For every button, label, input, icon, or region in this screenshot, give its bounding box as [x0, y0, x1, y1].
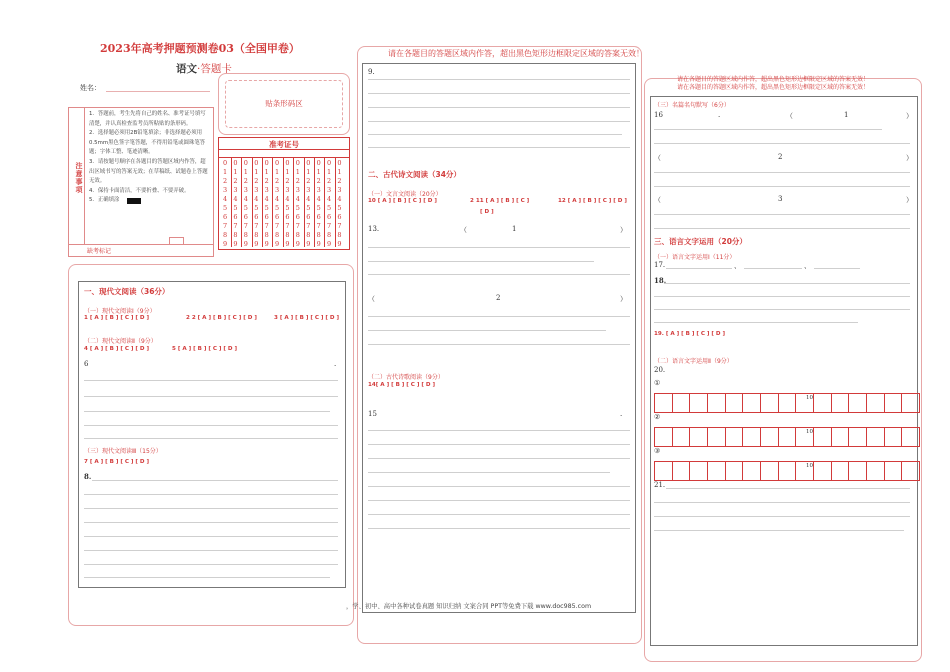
middle-frame: [362, 63, 636, 613]
exam-id-digit[interactable]: 5: [254, 204, 259, 212]
answer-line[interactable]: [368, 274, 630, 275]
answer-line[interactable]: [654, 502, 910, 503]
name-input[interactable]: [106, 91, 210, 92]
exam-id-digit[interactable]: 7: [316, 222, 321, 230]
answer-line[interactable]: [84, 396, 338, 397]
exam-id-digit[interactable]: 5: [337, 204, 342, 212]
exam-id-column-divider: [262, 157, 263, 247]
exam-id-digit[interactable]: 8: [223, 231, 228, 239]
exam-id-digit[interactable]: 5: [264, 204, 269, 212]
exam-id-digit[interactable]: 3: [285, 186, 290, 194]
notice-1: 1．答题前，考生先将自己的姓名、准考证号填写清楚，并认真检查监考员所粘贴的条形码。: [89, 111, 206, 127]
exam-id-digit[interactable]: 2: [264, 177, 269, 185]
exam-id-digit[interactable]: 6: [233, 213, 238, 221]
exam-id-digit[interactable]: 5: [316, 204, 321, 212]
exam-id-digit[interactable]: 7: [223, 222, 228, 230]
answer-line[interactable]: [368, 330, 606, 331]
q12-options[interactable]: 12 [ A ] [ B ] [ C ] [ D ]: [558, 198, 627, 204]
q16-dot: .: [718, 111, 721, 119]
notice-label: 注意事项: [69, 108, 85, 244]
exam-id-digit-column[interactable]: [265, 159, 269, 249]
exam-id-digit[interactable]: 5: [327, 204, 332, 212]
q13-sub1: 1: [512, 225, 517, 233]
section2-title: 二、古代诗文阅读（34分）: [368, 170, 461, 179]
answer-line[interactable]: [84, 438, 338, 439]
exam-id-digit[interactable]: 6: [337, 213, 342, 221]
exam-id-digit[interactable]: 0: [233, 159, 238, 167]
notice-4: 4．保持卡面清洁，不要折叠、不要弄破。: [89, 187, 190, 194]
exam-id-digit[interactable]: 2: [233, 177, 238, 185]
section2-sub2: （二）古代诗歌阅读（9分）: [368, 374, 444, 381]
q13-sub2: 2: [496, 294, 501, 302]
exam-id-digit[interactable]: 8: [337, 231, 342, 239]
answer-line[interactable]: [666, 488, 910, 489]
answer-line[interactable]: [368, 458, 630, 459]
exam-id-digit[interactable]: 6: [243, 213, 248, 221]
exam-id-digit[interactable]: 0: [306, 159, 311, 167]
answer-line[interactable]: [654, 309, 910, 310]
right-frame: [650, 96, 918, 646]
answer-line[interactable]: [84, 508, 338, 509]
q9-number: 9.: [368, 68, 375, 76]
answer-line[interactable]: [654, 214, 910, 215]
exam-id-digit-column[interactable]: [275, 159, 279, 249]
char-grid-2[interactable]: [654, 427, 920, 447]
exam-id-column-divider: [335, 157, 336, 247]
exam-id-digit[interactable]: 7: [254, 222, 259, 230]
exam-id-digit-column[interactable]: [233, 159, 237, 249]
exam-id-digit[interactable]: 1: [295, 168, 300, 176]
q13-paren-close: ）: [620, 226, 627, 234]
answer-line[interactable]: [84, 425, 338, 426]
answer-line[interactable]: [368, 430, 630, 431]
answer-line[interactable]: [664, 283, 910, 284]
exam-id-digit[interactable]: 8: [327, 231, 332, 239]
exam-id-digit[interactable]: 6: [306, 213, 311, 221]
q16-sub1: 1: [844, 111, 849, 119]
exam-id-digit[interactable]: 8: [264, 231, 269, 239]
lang2-subtitle: （二）语言文字运用Ⅱ（9分）: [654, 358, 733, 365]
exam-id-digit[interactable]: 0: [264, 159, 269, 167]
exam-id-digit-column[interactable]: [327, 159, 331, 249]
exam-id-digit[interactable]: 9: [327, 240, 332, 248]
q20-item-3: ③: [654, 447, 661, 455]
answer-line[interactable]: [368, 528, 630, 529]
exam-id-digit[interactable]: 4: [243, 195, 248, 203]
q11-options[interactable]: 2 11 [ A ] [ B ] [ C ]: [470, 198, 530, 204]
exam-id-digit[interactable]: 7: [264, 222, 269, 230]
exam-id-digit[interactable]: 9: [223, 240, 228, 248]
exam-id-digit[interactable]: 2: [275, 177, 280, 185]
answer-line[interactable]: [654, 516, 910, 517]
exam-id-digit[interactable]: 0: [223, 159, 228, 167]
lang1-subtitle: （一）语言文字运用Ⅰ（11分）: [654, 254, 736, 261]
barcode-area: [218, 73, 350, 135]
exam-id-digit-column[interactable]: [296, 159, 300, 249]
exam-id-digit[interactable]: 9: [295, 240, 300, 248]
exam-id-digit[interactable]: 4: [306, 195, 311, 203]
exam-id-digit-column[interactable]: [285, 159, 289, 249]
exam-id-digit[interactable]: 4: [327, 195, 332, 203]
exam-id-digit[interactable]: 9: [285, 240, 290, 248]
warning-banner: 请在各题目的答题区域内作答，超出黑色矩形边框限定区域的答案无效！: [388, 49, 644, 58]
answer-line[interactable]: [92, 480, 338, 481]
q21-number: 21.: [654, 481, 666, 489]
exam-id-digit[interactable]: 8: [275, 231, 280, 239]
exam-id-digit[interactable]: 6: [316, 213, 321, 221]
exam-id-digit[interactable]: 1: [233, 168, 238, 176]
notice-5: 5．正确填涂: [89, 197, 120, 204]
exam-id-digit[interactable]: 1: [316, 168, 321, 176]
exam-id-digit[interactable]: 7: [306, 222, 311, 230]
exam-id-digit[interactable]: 8: [316, 231, 321, 239]
exam-id-digit[interactable]: 0: [254, 159, 259, 167]
exam-id-digit[interactable]: 3: [243, 186, 248, 194]
exam-id-column-divider: [314, 157, 315, 247]
exam-id-digit[interactable]: 9: [306, 240, 311, 248]
exam-id-digit[interactable]: 7: [275, 222, 280, 230]
q16-paren-close-2: ）: [906, 154, 913, 162]
q20-item-2: ②: [654, 413, 661, 421]
exam-id-digit[interactable]: 8: [285, 231, 290, 239]
answer-line[interactable]: [368, 121, 630, 122]
exam-id-digit[interactable]: 2: [337, 177, 342, 185]
q17-number: 17.: [654, 261, 666, 269]
answer-line[interactable]: [84, 577, 330, 578]
answer-line[interactable]: [368, 444, 630, 445]
q13-number: 13.: [368, 225, 380, 233]
section1-sub2: （二）现代文阅读Ⅱ（9分）: [84, 338, 157, 345]
exam-id-digit[interactable]: 6: [327, 213, 332, 221]
grid-count-3: 10: [806, 463, 813, 469]
exam-id-digit[interactable]: 8: [243, 231, 248, 239]
exam-id-digit[interactable]: 1: [306, 168, 311, 176]
answer-line[interactable]: [84, 494, 338, 495]
exam-id-digit[interactable]: 4: [275, 195, 280, 203]
exam-id-digit[interactable]: 3: [295, 186, 300, 194]
exam-id-column-divider: [293, 157, 294, 247]
exam-id-digit[interactable]: 1: [264, 168, 269, 176]
footer-text: ，学、初中、高中各种试卷真题 知识归纳 文案合同 PPT等免费下载 www.doc985.com: [346, 603, 592, 610]
answer-line[interactable]: [654, 228, 910, 229]
exam-id-digit[interactable]: 4: [264, 195, 269, 203]
section2-sub1: （一）文言文阅读（20分）: [368, 191, 442, 198]
answer-line[interactable]: [368, 500, 630, 501]
exam-id-digit[interactable]: 1: [327, 168, 332, 176]
section1-sub1: （一）现代文阅读Ⅰ（9分）: [84, 308, 156, 315]
exam-id-digit[interactable]: 7: [337, 222, 342, 230]
q16-number: 16: [654, 111, 663, 119]
page-title: 2023年高考押题预测卷03（全国甲卷）: [100, 42, 300, 55]
exam-id-digit[interactable]: 3: [337, 186, 342, 194]
answer-line[interactable]: [654, 172, 910, 173]
exam-id-digit[interactable]: 3: [306, 186, 311, 194]
answer-line[interactable]: [84, 411, 330, 412]
q14-options[interactable]: 14[ A ] [ B ] [ C ] [ D ]: [368, 382, 435, 388]
q17-blank-1[interactable]: [666, 268, 732, 269]
q7-options[interactable]: 7 [ A ] [ B ] [ C ] [ D ]: [84, 459, 150, 465]
q5-options[interactable]: 5 [ A ] [ B ] [ C ] [ D ]: [172, 346, 238, 352]
exam-id-digit[interactable]: 7: [285, 222, 290, 230]
char-grid-3[interactable]: [654, 461, 920, 481]
q16-sub2: 2: [778, 153, 783, 161]
answer-line[interactable]: [368, 472, 610, 473]
exam-id-digit[interactable]: 6: [223, 213, 228, 221]
q20-number: 20.: [654, 366, 666, 374]
exam-id-digit[interactable]: 2: [243, 177, 248, 185]
exam-id-digit[interactable]: 7: [327, 222, 332, 230]
grid-count-2: 10: [806, 429, 813, 435]
exam-id-digit[interactable]: 1: [337, 168, 342, 176]
notice-2: 2．选择题必须用2B铅笔填涂；非选择题必须用0.5mm黑色签字笔答题，不得用铅笔或圆珠笔答题；字体工整、笔迹清晰。: [89, 130, 206, 156]
exam-id-label: 准考证号: [269, 140, 299, 149]
absent-row: [68, 243, 214, 257]
q10-options[interactable]: 10 [ A ] [ B ] [ C ] [ D ]: [368, 198, 437, 204]
exam-id-digit[interactable]: 4: [337, 195, 342, 203]
exam-id-column-divider: [324, 157, 325, 247]
q17-sep-1: 、: [734, 262, 741, 270]
exam-id-digit-column[interactable]: [223, 159, 227, 249]
name-label: 姓名：: [80, 84, 101, 92]
exam-id-digit[interactable]: 5: [223, 204, 228, 212]
exam-id-digit[interactable]: 2: [285, 177, 290, 185]
exam-id-digit[interactable]: 7: [243, 222, 248, 230]
exam-id-digit[interactable]: 8: [254, 231, 259, 239]
exam-id-digit-column[interactable]: [244, 159, 248, 249]
exam-id-digit[interactable]: 9: [264, 240, 269, 248]
notice-box: [68, 107, 214, 245]
answer-line[interactable]: [654, 530, 904, 531]
q6-number: 6: [84, 360, 89, 368]
exam-id-digit[interactable]: 1: [243, 168, 248, 176]
section3-sub1: （三）名篇名句默写（6分）: [654, 102, 730, 109]
answer-line[interactable]: [368, 147, 630, 148]
exam-id-digit[interactable]: 9: [275, 240, 280, 248]
exam-id-digit[interactable]: 4: [295, 195, 300, 203]
warning-line-2: 请在各题目的答题区域内作答，超出黑色矩形边框限定区域的答案无效！: [677, 84, 870, 91]
grid-count-1: 10: [806, 395, 813, 401]
section1-title: 一、现代文阅读（36分）: [84, 287, 170, 296]
q2-options[interactable]: 2 2 [ A ] [ B ] [ C ] [ D ]: [186, 315, 257, 321]
exam-id-digit[interactable]: 5: [306, 204, 311, 212]
answer-line[interactable]: [654, 186, 910, 187]
q15-number: 15: [368, 410, 377, 418]
exam-id-digit[interactable]: 3: [327, 186, 332, 194]
answer-line[interactable]: [368, 134, 622, 135]
section1-frame: [78, 281, 346, 588]
exam-id-digit[interactable]: 8: [233, 231, 238, 239]
answer-line[interactable]: [84, 380, 338, 381]
q16-paren-close-3: ）: [906, 196, 913, 204]
answer-line[interactable]: [368, 93, 630, 94]
q16-sub3: 3: [778, 195, 783, 203]
q17-sep-2: 、: [804, 262, 811, 270]
absent-label: 缺考标记: [87, 248, 112, 255]
exam-id-digit[interactable]: 1: [254, 168, 259, 176]
exam-id-digit[interactable]: 5: [295, 204, 300, 212]
exam-id-digit[interactable]: 4: [316, 195, 321, 203]
exam-id-digit[interactable]: 1: [285, 168, 290, 176]
q16-paren-open-2: （: [654, 154, 661, 162]
exam-id-digit[interactable]: 3: [275, 186, 280, 194]
exam-id-digit[interactable]: 8: [295, 231, 300, 239]
q18-number: 18.: [654, 276, 667, 285]
section1-sub3: （三）现代文阅读Ⅲ（15分）: [84, 448, 162, 455]
answer-line[interactable]: [84, 522, 338, 523]
exam-id-digit[interactable]: 8: [306, 231, 311, 239]
answer-line[interactable]: [654, 129, 882, 130]
exam-id-digit-column[interactable]: [317, 159, 321, 249]
exam-id-digit[interactable]: 4: [285, 195, 290, 203]
answer-line[interactable]: [84, 536, 338, 537]
exam-id-digit-column[interactable]: [306, 159, 310, 249]
exam-id-digit[interactable]: 4: [254, 195, 259, 203]
exam-id-digit[interactable]: 0: [275, 159, 280, 167]
q20-item-1: ①: [654, 379, 661, 387]
exam-id-digit[interactable]: 1: [275, 168, 280, 176]
answer-line[interactable]: [654, 143, 910, 144]
q11-option-d[interactable]: [ D ]: [480, 209, 494, 215]
exam-id-digit[interactable]: 2: [306, 177, 311, 185]
exam-id-digit[interactable]: 6: [295, 213, 300, 221]
q4-options[interactable]: 4 [ A ] [ B ] [ C ] [ D ]: [84, 346, 150, 352]
answer-line[interactable]: [368, 261, 594, 262]
answer-line[interactable]: [654, 322, 858, 323]
exam-id-digit[interactable]: 4: [233, 195, 238, 203]
warning-line-1: 请在各题目的答题区域内作答，超出黑色矩形边框限定区域的答案无效！: [677, 76, 870, 83]
notice-3: 3．请按题号顺序在各题目的答题区域内作答，超出区域书写的答案无效；在草稿纸、试题卷上答题无效。: [89, 158, 208, 185]
answer-line[interactable]: [84, 550, 338, 551]
exam-id-digit[interactable]: 0: [243, 159, 248, 167]
barcode-label: 贴条形码区: [265, 99, 303, 108]
exam-id-digit[interactable]: 1: [223, 168, 228, 176]
exam-id-digit[interactable]: 9: [337, 240, 342, 248]
exam-id-digit[interactable]: 2: [327, 177, 332, 185]
q13-paren-open: （: [460, 226, 467, 234]
exam-id-digit[interactable]: 0: [337, 159, 342, 167]
exam-id-digit[interactable]: 2: [223, 177, 228, 185]
q8-number: 8.: [84, 472, 92, 481]
exam-id-digit-column[interactable]: [254, 159, 258, 249]
q16-paren-open-3: （: [654, 196, 661, 204]
exam-id-digit[interactable]: 7: [295, 222, 300, 230]
exam-id-digit[interactable]: 3: [316, 186, 321, 194]
q13-paren-close-2: ）: [620, 295, 627, 303]
q15-end: .: [620, 410, 623, 418]
answer-line[interactable]: [368, 79, 630, 80]
char-grid-1[interactable]: [654, 393, 920, 413]
exam-id-digit[interactable]: 5: [285, 204, 290, 212]
answer-line[interactable]: [368, 344, 630, 345]
exam-id-digit[interactable]: 3: [264, 186, 269, 194]
answer-line[interactable]: [368, 316, 630, 317]
q17-blank-3[interactable]: [814, 268, 860, 269]
q6-end: .: [334, 360, 337, 368]
answer-line[interactable]: [654, 296, 910, 297]
q1-options[interactable]: 1 [ A ] [ B ] [ C ] [ D ]: [84, 315, 150, 321]
sheet-label: ·答题卡: [197, 63, 232, 75]
q19-options[interactable]: 19. [ A ] [ B ] [ C ] [ D ]: [654, 331, 726, 337]
exam-id-digit[interactable]: 6: [264, 213, 269, 221]
subject-name: 语文: [176, 63, 197, 75]
absent-checkbox[interactable]: [169, 237, 184, 245]
exam-id-digit[interactable]: 3: [233, 186, 238, 194]
exam-id-digit[interactable]: 9: [316, 240, 321, 248]
exam-id-digit[interactable]: 9: [233, 240, 238, 248]
exam-id-digit[interactable]: 5: [275, 204, 280, 212]
q13-paren-open-2: （: [368, 295, 375, 303]
exam-id-digit[interactable]: 0: [285, 159, 290, 167]
answer-line[interactable]: [368, 514, 630, 515]
filled-bubble-sample: [127, 198, 141, 204]
exam-id-digit[interactable]: 6: [254, 213, 259, 221]
exam-id-column-divider: [304, 157, 305, 247]
exam-id-digit[interactable]: 2: [316, 177, 321, 185]
answer-line[interactable]: [368, 107, 630, 108]
exam-id-digit[interactable]: 5: [233, 204, 238, 212]
exam-id-digit[interactable]: 6: [275, 213, 280, 221]
section3-title: 三、语言文字运用（20分）: [654, 237, 747, 246]
exam-id-column-divider: [252, 157, 253, 247]
exam-id-column-divider: [272, 157, 273, 247]
exam-id-digit[interactable]: 9: [243, 240, 248, 248]
warning-notes: [677, 76, 869, 92]
q16-paren-open-1: （: [786, 112, 793, 120]
exam-id-digit[interactable]: 3: [254, 186, 259, 194]
exam-id-digit[interactable]: 9: [254, 240, 259, 248]
q17-blank-2[interactable]: [744, 268, 802, 269]
exam-id-digit[interactable]: 0: [295, 159, 300, 167]
q3-options[interactable]: 3 [ A ] [ B ] [ C ] [ D ]: [274, 315, 340, 321]
exam-id-column-divider: [283, 157, 284, 247]
exam-id-column-divider: [241, 157, 242, 247]
answer-line[interactable]: [84, 564, 338, 565]
exam-id-digit[interactable]: 4: [223, 195, 228, 203]
exam-id-digit[interactable]: 2: [295, 177, 300, 185]
exam-id-digit[interactable]: 7: [233, 222, 238, 230]
exam-id-digit[interactable]: 0: [327, 159, 332, 167]
exam-id-column-divider: [231, 157, 232, 247]
exam-id-digit[interactable]: 5: [243, 204, 248, 212]
q16-paren-close-1: ）: [906, 112, 913, 120]
exam-id-digit[interactable]: 3: [223, 186, 228, 194]
exam-id-digit[interactable]: 6: [285, 213, 290, 221]
answer-line[interactable]: [368, 486, 630, 487]
answer-line[interactable]: [368, 247, 630, 248]
exam-id-digit-column[interactable]: [337, 159, 341, 249]
exam-id-digit[interactable]: 0: [316, 159, 321, 167]
exam-id-digit[interactable]: 2: [254, 177, 259, 185]
